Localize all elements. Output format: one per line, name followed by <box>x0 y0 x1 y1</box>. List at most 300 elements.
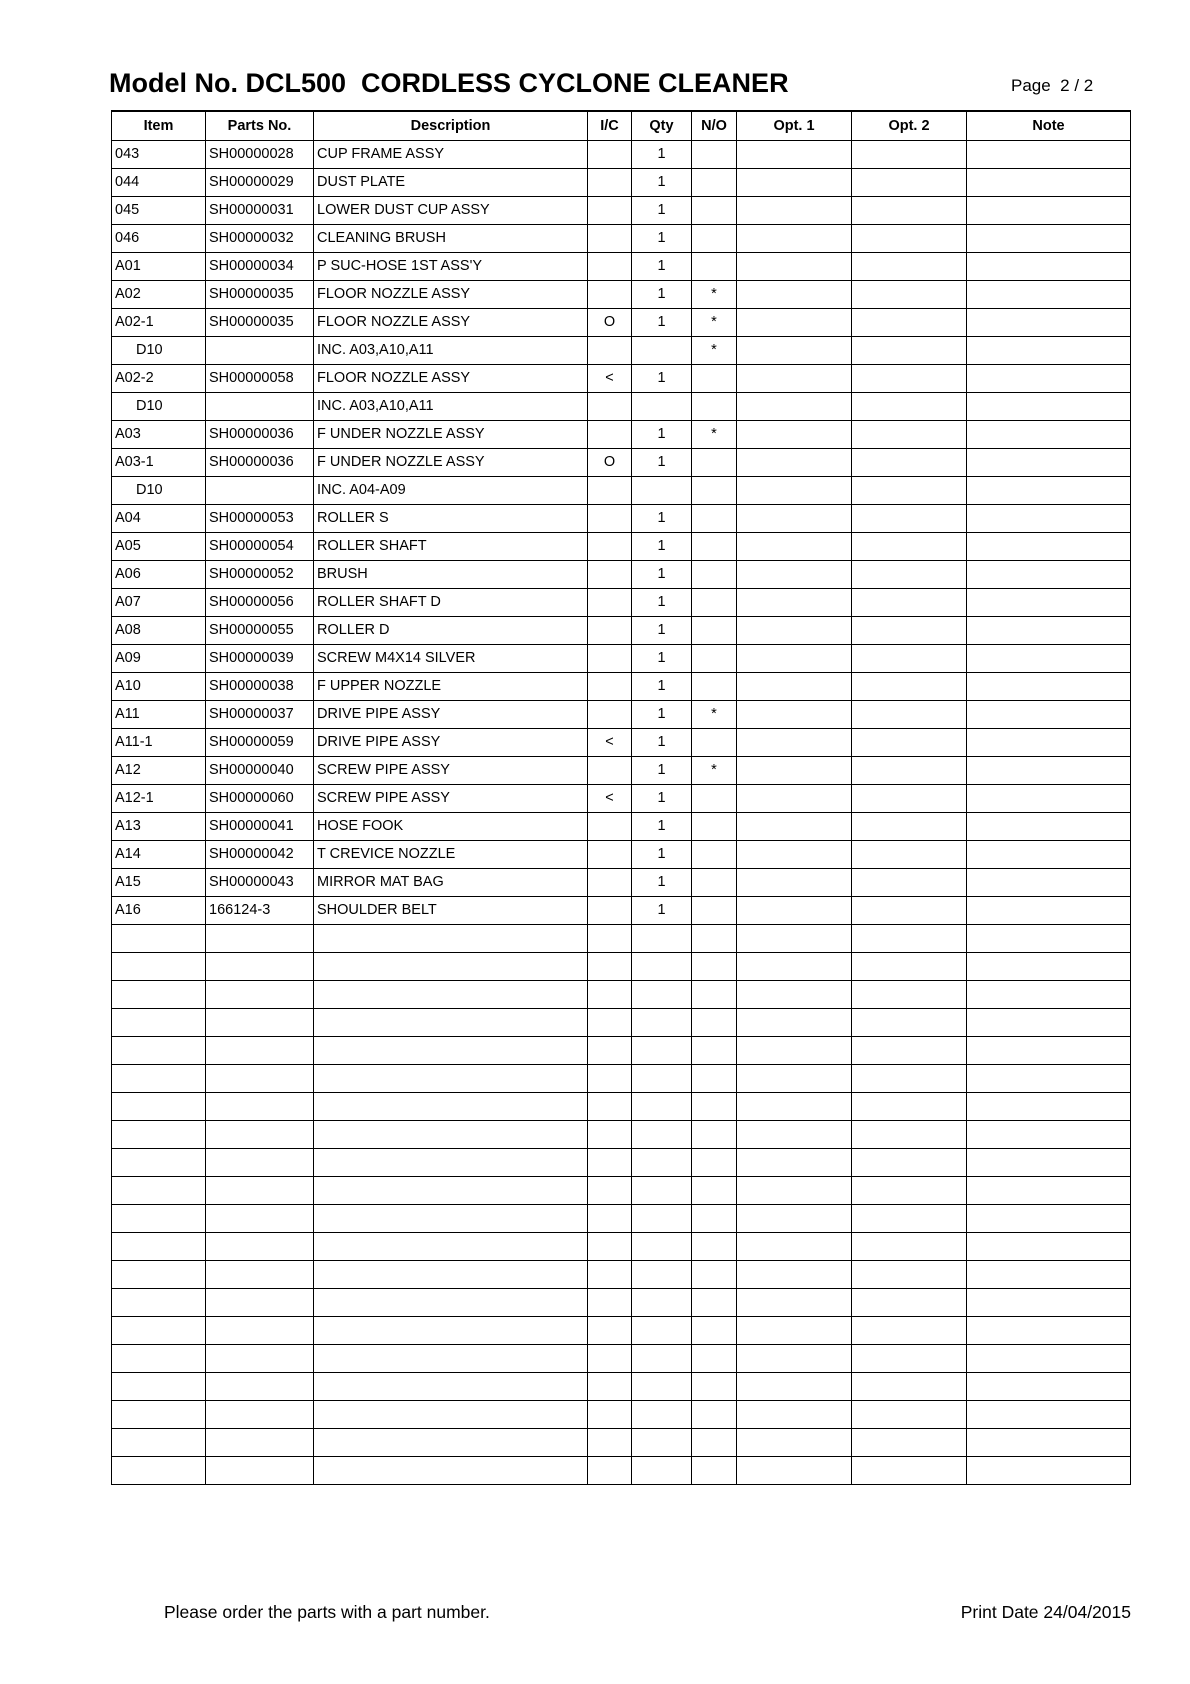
cell-no <box>692 476 737 504</box>
table-row <box>112 812 1131 840</box>
cell-opt1 <box>737 476 852 504</box>
cell-no <box>692 532 737 560</box>
cell-parts-no: SH00000028 <box>206 140 314 168</box>
cell-no <box>692 616 737 644</box>
blank-cell <box>314 1008 588 1036</box>
blank-cell <box>112 1260 206 1288</box>
cell-parts-no: SH00000034 <box>206 252 314 280</box>
cell-parts-no: SH00000056 <box>206 588 314 616</box>
cell-note <box>967 476 1131 504</box>
blank-cell <box>206 1344 314 1372</box>
cell-opt1 <box>737 868 852 896</box>
table-row <box>112 476 1131 504</box>
cell-qty: 1 <box>632 840 692 868</box>
cell-opt2 <box>852 252 967 280</box>
blank-row <box>112 1316 1131 1344</box>
blank-cell <box>112 1036 206 1064</box>
blank-cell <box>206 1372 314 1400</box>
cell-note <box>967 420 1131 448</box>
cell-opt2 <box>852 672 967 700</box>
table-row <box>112 504 1131 532</box>
cell-no <box>692 644 737 672</box>
page-number: Page 2 / 2 <box>1011 76 1094 95</box>
blank-cell <box>314 1120 588 1148</box>
blank-cell <box>206 1260 314 1288</box>
blank-cell <box>737 1036 852 1064</box>
cell-opt1 <box>737 896 852 924</box>
blank-cell <box>852 952 967 980</box>
cell-opt1 <box>737 224 852 252</box>
cell-ic <box>588 868 632 896</box>
cell-no <box>692 588 737 616</box>
table-row <box>112 644 1131 672</box>
cell-note <box>967 252 1131 280</box>
blank-cell <box>737 1316 852 1344</box>
cell-item: 043 <box>112 140 206 168</box>
cell-item: A12-1 <box>112 784 206 812</box>
cell-ic <box>588 672 632 700</box>
cell-qty: 1 <box>632 224 692 252</box>
cell-qty: 1 <box>632 532 692 560</box>
blank-cell <box>692 1316 737 1344</box>
cell-ic <box>588 532 632 560</box>
cell-item: A08 <box>112 616 206 644</box>
blank-cell <box>588 980 632 1008</box>
blank-cell <box>206 1064 314 1092</box>
cell-parts-no: SH00000042 <box>206 840 314 868</box>
table-row <box>112 252 1131 280</box>
blank-cell <box>852 1456 967 1484</box>
blank-cell <box>967 1232 1131 1260</box>
blank-cell <box>852 1232 967 1260</box>
blank-cell <box>112 952 206 980</box>
cell-no <box>692 560 737 588</box>
cell-qty: 1 <box>632 616 692 644</box>
blank-cell <box>314 1316 588 1344</box>
col-header-opt1: Opt. 1 <box>737 111 852 140</box>
blank-cell <box>206 1400 314 1428</box>
cell-no <box>692 252 737 280</box>
cell-ic <box>588 224 632 252</box>
blank-cell <box>967 1148 1131 1176</box>
blank-cell <box>112 1204 206 1232</box>
cell-ic <box>588 616 632 644</box>
cell-opt1 <box>737 336 852 364</box>
blank-cell <box>737 1232 852 1260</box>
cell-opt2 <box>852 868 967 896</box>
blank-cell <box>967 1316 1131 1344</box>
cell-opt2 <box>852 364 967 392</box>
blank-cell <box>112 924 206 952</box>
cell-ic <box>588 756 632 784</box>
cell-ic <box>588 588 632 616</box>
blank-row <box>112 1372 1131 1400</box>
cell-no: * <box>692 756 737 784</box>
blank-cell <box>588 1176 632 1204</box>
cell-opt2 <box>852 588 967 616</box>
cell-parts-no: SH00000060 <box>206 784 314 812</box>
cell-no <box>692 168 737 196</box>
blank-cell <box>692 1344 737 1372</box>
cell-qty: 1 <box>632 140 692 168</box>
blank-cell <box>112 1344 206 1372</box>
cell-qty: 1 <box>632 728 692 756</box>
blank-cell <box>314 1036 588 1064</box>
blank-cell <box>737 1428 852 1456</box>
cell-ic <box>588 644 632 672</box>
table-row <box>112 700 1131 728</box>
blank-cell <box>967 1260 1131 1288</box>
cell-description: INC. A03,A10,A11 <box>314 336 588 364</box>
table-row <box>112 336 1131 364</box>
col-header-no: N/O <box>692 111 737 140</box>
blank-cell <box>206 1456 314 1484</box>
cell-note <box>967 840 1131 868</box>
blank-cell <box>206 1008 314 1036</box>
blank-cell <box>692 1400 737 1428</box>
col-header-note: Note <box>967 111 1131 140</box>
cell-item: A12 <box>112 756 206 784</box>
table-header-row <box>112 111 1131 140</box>
blank-cell <box>314 924 588 952</box>
blank-cell <box>967 1092 1131 1120</box>
cell-note <box>967 196 1131 224</box>
cell-no <box>692 224 737 252</box>
blank-row <box>112 1428 1131 1456</box>
cell-description: DRIVE PIPE ASSY <box>314 728 588 756</box>
blank-cell <box>692 1120 737 1148</box>
cell-qty: 1 <box>632 896 692 924</box>
cell-item: A16 <box>112 896 206 924</box>
blank-row <box>112 1260 1131 1288</box>
cell-no: * <box>692 336 737 364</box>
blank-cell <box>852 1428 967 1456</box>
blank-cell <box>112 1064 206 1092</box>
cell-qty: 1 <box>632 812 692 840</box>
blank-cell <box>852 1400 967 1428</box>
cell-qty: 1 <box>632 196 692 224</box>
blank-cell <box>112 1456 206 1484</box>
cell-ic: < <box>588 728 632 756</box>
blank-row <box>112 1064 1131 1092</box>
cell-parts-no: SH00000039 <box>206 644 314 672</box>
cell-opt2 <box>852 560 967 588</box>
cell-note <box>967 140 1131 168</box>
blank-cell <box>206 1120 314 1148</box>
cell-description: ROLLER SHAFT <box>314 532 588 560</box>
blank-cell <box>852 1372 967 1400</box>
blank-cell <box>852 1204 967 1232</box>
cell-opt2 <box>852 280 967 308</box>
blank-cell <box>692 1232 737 1260</box>
blank-row <box>112 924 1131 952</box>
table-row <box>112 728 1131 756</box>
cell-no: * <box>692 420 737 448</box>
blank-cell <box>967 1344 1131 1372</box>
blank-cell <box>632 1064 692 1092</box>
blank-cell <box>852 1120 967 1148</box>
cell-note <box>967 728 1131 756</box>
blank-row <box>112 1232 1131 1260</box>
cell-ic <box>588 168 632 196</box>
cell-qty: 1 <box>632 308 692 336</box>
blank-cell <box>737 1400 852 1428</box>
cell-description: SHOULDER BELT <box>314 896 588 924</box>
blank-cell <box>588 1400 632 1428</box>
cell-parts-no: SH00000040 <box>206 756 314 784</box>
blank-cell <box>852 1344 967 1372</box>
cell-opt2 <box>852 756 967 784</box>
cell-opt1 <box>737 588 852 616</box>
table-row <box>112 896 1131 924</box>
cell-opt1 <box>737 784 852 812</box>
blank-cell <box>206 1036 314 1064</box>
parts-table-body <box>112 140 1131 1484</box>
blank-cell <box>314 1344 588 1372</box>
blank-cell <box>588 1092 632 1120</box>
cell-opt1 <box>737 672 852 700</box>
blank-cell <box>206 1232 314 1260</box>
blank-row <box>112 1456 1131 1484</box>
blank-cell <box>737 952 852 980</box>
col-header-opt2: Opt. 2 <box>852 111 967 140</box>
cell-ic <box>588 392 632 420</box>
cell-opt1 <box>737 532 852 560</box>
blank-cell <box>692 1064 737 1092</box>
cell-parts-no <box>206 392 314 420</box>
blank-cell <box>967 1176 1131 1204</box>
col-header-ic: I/C <box>588 111 632 140</box>
cell-description: DRIVE PIPE ASSY <box>314 700 588 728</box>
blank-cell <box>206 1288 314 1316</box>
blank-cell <box>314 1260 588 1288</box>
cell-note <box>967 224 1131 252</box>
blank-cell <box>632 1344 692 1372</box>
blank-row <box>112 1288 1131 1316</box>
blank-cell <box>737 1176 852 1204</box>
blank-cell <box>967 1036 1131 1064</box>
cell-opt1 <box>737 644 852 672</box>
cell-parts-no: SH00000029 <box>206 168 314 196</box>
blank-cell <box>314 1092 588 1120</box>
cell-ic <box>588 812 632 840</box>
cell-no <box>692 812 737 840</box>
table-row <box>112 868 1131 896</box>
cell-description: BRUSH <box>314 560 588 588</box>
cell-note <box>967 308 1131 336</box>
blank-row <box>112 1008 1131 1036</box>
cell-ic <box>588 840 632 868</box>
cell-ic <box>588 504 632 532</box>
blank-cell <box>852 1316 967 1344</box>
blank-cell <box>314 1176 588 1204</box>
cell-opt1 <box>737 616 852 644</box>
cell-note <box>967 504 1131 532</box>
cell-opt1 <box>737 196 852 224</box>
blank-cell <box>967 1400 1131 1428</box>
cell-ic: O <box>588 308 632 336</box>
cell-opt2 <box>852 336 967 364</box>
blank-cell <box>692 980 737 1008</box>
cell-opt1 <box>737 504 852 532</box>
cell-item: A05 <box>112 532 206 560</box>
blank-cell <box>692 952 737 980</box>
blank-cell <box>852 1148 967 1176</box>
cell-opt1 <box>737 308 852 336</box>
cell-opt1 <box>737 252 852 280</box>
cell-ic: < <box>588 784 632 812</box>
cell-note <box>967 812 1131 840</box>
cell-opt1 <box>737 812 852 840</box>
cell-opt1 <box>737 420 852 448</box>
blank-cell <box>314 1456 588 1484</box>
cell-note <box>967 644 1131 672</box>
cell-note <box>967 532 1131 560</box>
blank-cell <box>692 1428 737 1456</box>
cell-no <box>692 196 737 224</box>
blank-cell <box>632 1456 692 1484</box>
cell-ic <box>588 252 632 280</box>
cell-opt2 <box>852 448 967 476</box>
cell-opt1 <box>737 756 852 784</box>
cell-parts-no: SH00000043 <box>206 868 314 896</box>
cell-parts-no: SH00000032 <box>206 224 314 252</box>
cell-ic <box>588 896 632 924</box>
blank-row <box>112 1120 1131 1148</box>
blank-cell <box>632 1428 692 1456</box>
cell-opt2 <box>852 224 967 252</box>
col-header-qty: Qty <box>632 111 692 140</box>
cell-ic <box>588 700 632 728</box>
blank-cell <box>737 980 852 1008</box>
table-row <box>112 672 1131 700</box>
table-row <box>112 420 1131 448</box>
cell-no: * <box>692 700 737 728</box>
blank-cell <box>588 1260 632 1288</box>
cell-qty: 1 <box>632 168 692 196</box>
cell-item: A01 <box>112 252 206 280</box>
blank-cell <box>206 1316 314 1344</box>
blank-cell <box>206 1204 314 1232</box>
parts-table <box>111 110 1131 1485</box>
table-row <box>112 280 1131 308</box>
cell-no <box>692 728 737 756</box>
cell-ic <box>588 336 632 364</box>
blank-cell <box>588 1456 632 1484</box>
blank-row <box>112 1176 1131 1204</box>
cell-no <box>692 392 737 420</box>
cell-qty: 1 <box>632 672 692 700</box>
cell-description: SCREW M4X14 SILVER <box>314 644 588 672</box>
cell-item: A11-1 <box>112 728 206 756</box>
blank-cell <box>314 1400 588 1428</box>
cell-ic: < <box>588 364 632 392</box>
blank-cell <box>206 980 314 1008</box>
cell-no <box>692 364 737 392</box>
blank-cell <box>314 1428 588 1456</box>
cell-description: CLEANING BRUSH <box>314 224 588 252</box>
table-row <box>112 532 1131 560</box>
cell-item: A03-1 <box>112 448 206 476</box>
table-row <box>112 364 1131 392</box>
cell-opt2 <box>852 840 967 868</box>
cell-item: A02 <box>112 280 206 308</box>
blank-cell <box>737 1064 852 1092</box>
blank-cell <box>314 1064 588 1092</box>
table-row <box>112 308 1131 336</box>
blank-cell <box>588 1204 632 1232</box>
cell-note <box>967 784 1131 812</box>
cell-no <box>692 840 737 868</box>
blank-cell <box>112 1008 206 1036</box>
blank-cell <box>112 1372 206 1400</box>
blank-cell <box>314 1232 588 1260</box>
cell-note <box>967 616 1131 644</box>
cell-note <box>967 560 1131 588</box>
blank-cell <box>632 924 692 952</box>
blank-cell <box>588 924 632 952</box>
cell-note <box>967 280 1131 308</box>
cell-opt2 <box>852 140 967 168</box>
blank-cell <box>737 1260 852 1288</box>
blank-cell <box>692 1372 737 1400</box>
cell-parts-no: SH00000055 <box>206 616 314 644</box>
cell-parts-no: SH00000058 <box>206 364 314 392</box>
blank-cell <box>112 1148 206 1176</box>
cell-item: D10 <box>112 476 206 504</box>
col-header-item: Item <box>112 111 206 140</box>
cell-item: A10 <box>112 672 206 700</box>
blank-cell <box>112 1120 206 1148</box>
cell-note <box>967 896 1131 924</box>
blank-cell <box>112 1176 206 1204</box>
cell-item: A02-2 <box>112 364 206 392</box>
cell-opt1 <box>737 168 852 196</box>
blank-cell <box>588 1120 632 1148</box>
blank-cell <box>588 1064 632 1092</box>
blank-row <box>112 1092 1131 1120</box>
blank-cell <box>967 1372 1131 1400</box>
cell-description: F UNDER NOZZLE ASSY <box>314 448 588 476</box>
blank-cell <box>588 1036 632 1064</box>
cell-qty: 1 <box>632 588 692 616</box>
table-row <box>112 224 1131 252</box>
blank-cell <box>314 1372 588 1400</box>
blank-row <box>112 1400 1131 1428</box>
cell-opt1 <box>737 448 852 476</box>
cell-ic <box>588 420 632 448</box>
blank-cell <box>692 1148 737 1176</box>
cell-parts-no: SH00000053 <box>206 504 314 532</box>
cell-opt2 <box>852 420 967 448</box>
cell-qty: 1 <box>632 560 692 588</box>
order-note: Please order the parts with a part number. <box>164 1602 490 1622</box>
cell-opt1 <box>737 840 852 868</box>
cell-parts-no <box>206 476 314 504</box>
blank-cell <box>632 1288 692 1316</box>
cell-parts-no: SH00000036 <box>206 448 314 476</box>
blank-cell <box>737 924 852 952</box>
cell-opt1 <box>737 560 852 588</box>
blank-cell <box>692 1288 737 1316</box>
table-row <box>112 840 1131 868</box>
cell-note <box>967 588 1131 616</box>
cell-note <box>967 700 1131 728</box>
cell-no <box>692 672 737 700</box>
cell-item: A09 <box>112 644 206 672</box>
cell-description: INC. A03,A10,A11 <box>314 392 588 420</box>
cell-parts-no: SH00000038 <box>206 672 314 700</box>
